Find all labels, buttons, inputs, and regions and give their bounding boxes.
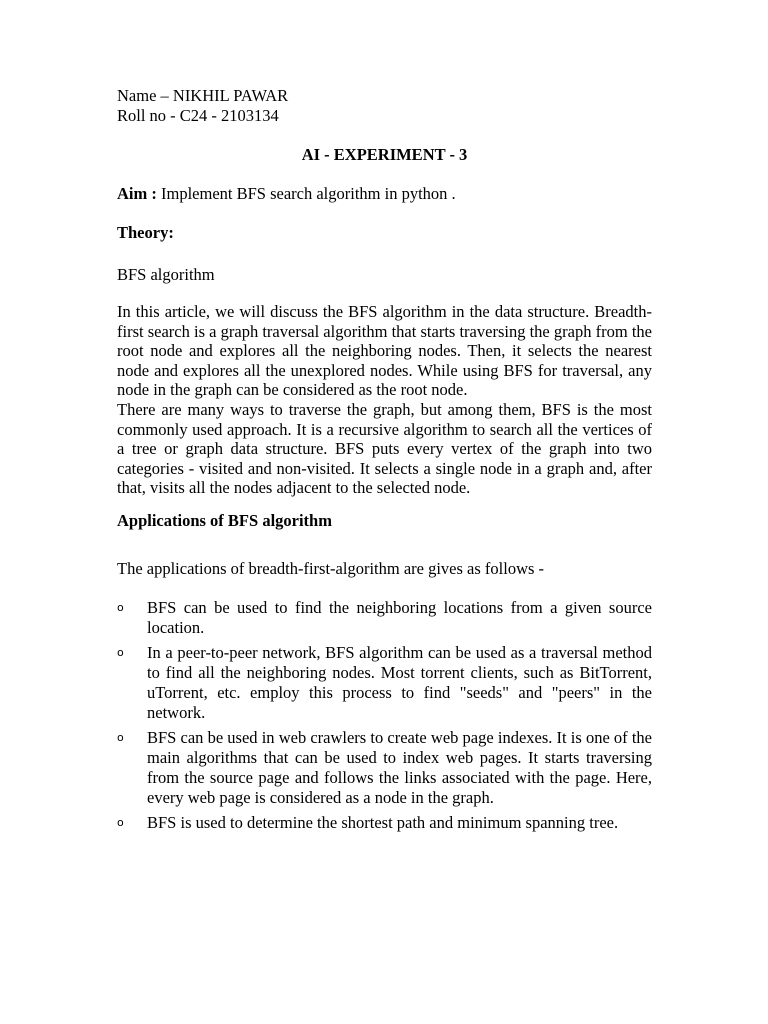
list-item — [117, 728, 652, 808]
aim-line — [117, 184, 652, 204]
student-name: Name – NIKHIL PAWAR — [117, 86, 289, 105]
list-item-text: BFS is used to determine the shortest path and minimum spanning tree. — [147, 812, 619, 832]
bullet-icon: o — [117, 815, 124, 829]
list-item — [117, 598, 652, 638]
applications-intro: The applications of breadth-first-algorithm are gives as follows - — [117, 558, 545, 578]
theory-heading: Theory: — [117, 223, 174, 242]
aim-label: Aim : — [117, 184, 157, 203]
bullet-icon: o — [117, 730, 124, 744]
aim-text: Implement BFS search algorithm in python . — [156, 184, 456, 203]
list-item-text: BFS can be used in web crawlers to create web page indexes. It is one of the main algorithms that can be used to index web pages. It starts traversing from the source page and follows the links associated with the page. Here, every web page is considered as a node in the graph. — [147, 727, 652, 807]
list-item — [117, 643, 652, 723]
document-page — [117, 86, 652, 838]
roll-number: Roll no - C24 - 2103134 — [117, 106, 279, 125]
paragraph-intro: In this article, we will discuss the BFS algorithm in the data structure. Breadth-first search is a graph traversal algorithm that starts traversing the graph from the root node and explores all the neighboring nodes. Then, it selects the nearest node and explores all the unexplored nodes. While using BFS for traversal, any node in the graph can be considered as the root node. — [117, 302, 652, 400]
applications-list — [117, 598, 652, 833]
list-item — [117, 813, 652, 833]
document-title: AI - EXPERIMENT - 3 — [301, 145, 468, 164]
applications-heading: Applications of BFS algorithm — [117, 510, 332, 530]
list-item-text: In a peer-to-peer network, BFS algorithm can be used as a traversal method to find all the neighboring nodes. Most torrent clients, such as BitTorrent, uTorrent, etc. employ this process to find "seeds" and "peers" in the network. — [147, 642, 652, 722]
bullet-icon: o — [117, 645, 124, 659]
paragraph-approach: There are many ways to traverse the graph, but among them, BFS is the most commonly used approach. It is a recursive algorithm to search all the vertices of a tree or graph data structure. BFS puts every vertex of the graph into two categories - visited and non-visited. It selects a single node in a graph and, after that, visits all the nodes adjacent to the selected node. — [117, 399, 652, 498]
bfs-subheading: BFS algorithm — [117, 265, 215, 284]
bullet-icon: o — [117, 600, 124, 614]
list-item-text: BFS can be used to find the neighboring locations from a given source location. — [147, 597, 652, 637]
